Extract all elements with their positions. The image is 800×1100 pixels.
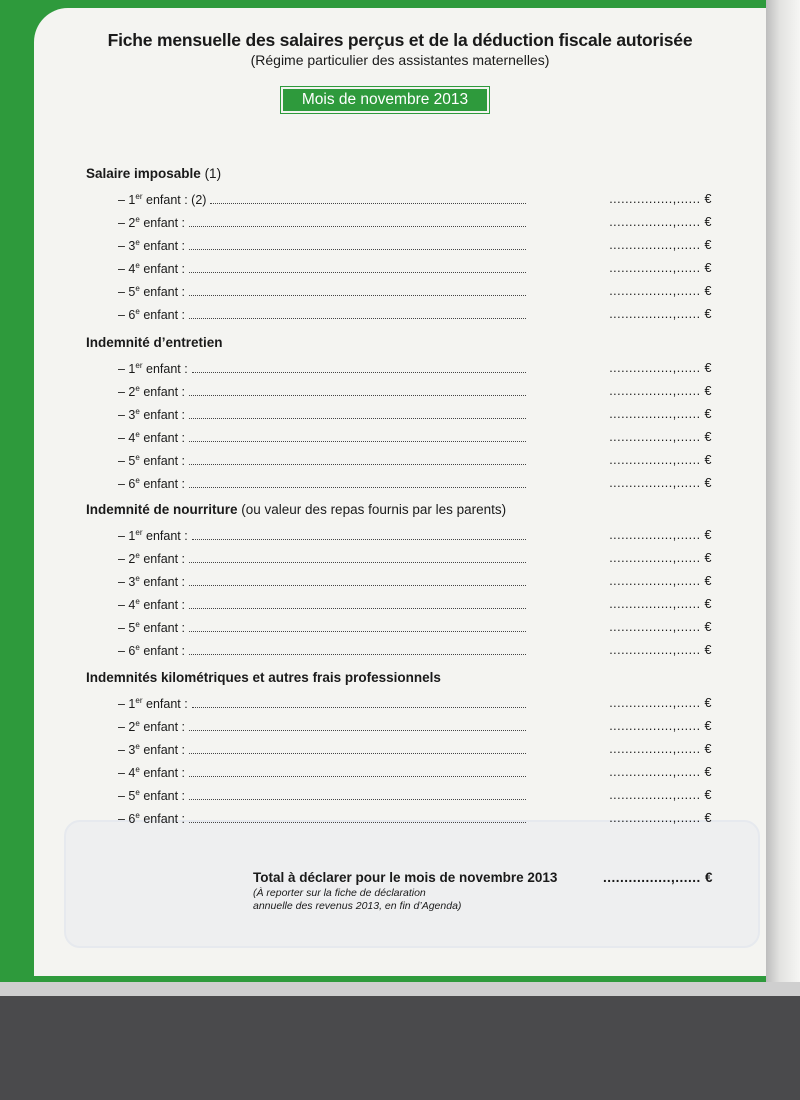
child-row-label: – 3e enfant : bbox=[118, 238, 186, 254]
dotted-leader bbox=[189, 585, 526, 586]
section-title-text: Indemnité d’entretien bbox=[86, 335, 223, 350]
dotted-leader bbox=[189, 487, 526, 488]
dotted-leader bbox=[210, 203, 526, 204]
amount-field[interactable]: ................,...... € bbox=[609, 238, 712, 252]
child-row-label: – 1er enfant : (2) bbox=[118, 192, 207, 208]
child-row-label: – 3e enfant : bbox=[118, 742, 186, 758]
amount-field[interactable]: ................,...... € bbox=[609, 574, 712, 588]
child-row-label: – 3e enfant : bbox=[118, 574, 186, 590]
dotted-leader bbox=[192, 539, 526, 540]
child-row bbox=[118, 476, 712, 492]
child-row-label: – 6e enfant : bbox=[118, 307, 186, 323]
dotted-leader bbox=[189, 295, 526, 296]
dotted-leader bbox=[192, 372, 526, 373]
form-subtitle: (Régime particulier des assistantes maternelles) bbox=[250, 52, 550, 68]
child-row-label: – 6e enfant : bbox=[118, 476, 186, 492]
amount-field[interactable]: ................,...... € bbox=[609, 284, 712, 298]
amount-field[interactable]: ................,...... € bbox=[609, 811, 712, 825]
amount-field[interactable]: ................,...... € bbox=[609, 384, 712, 398]
section-title bbox=[86, 670, 441, 685]
dotted-leader bbox=[189, 753, 526, 754]
child-row bbox=[118, 765, 712, 781]
child-row-label: – 4e enfant : bbox=[118, 597, 186, 613]
amount-field[interactable]: ................,...... € bbox=[609, 788, 712, 802]
child-row bbox=[118, 361, 712, 377]
child-row bbox=[118, 407, 712, 423]
amount-field[interactable]: ................,...... € bbox=[609, 407, 712, 421]
child-row-label: – 5e enfant : bbox=[118, 453, 186, 469]
total-note-line: annuelle des revenus 2013, en fin d’Agenda) bbox=[253, 900, 462, 912]
child-row bbox=[118, 307, 712, 323]
dotted-leader bbox=[189, 608, 526, 609]
child-row bbox=[118, 192, 712, 208]
child-row bbox=[118, 620, 712, 636]
child-row bbox=[118, 238, 712, 254]
dotted-leader bbox=[189, 318, 526, 319]
page-bottom-edge bbox=[0, 982, 800, 996]
dotted-leader bbox=[189, 822, 526, 823]
total-label: Total à déclarer pour le mois de novembre 2013 bbox=[253, 870, 558, 885]
amount-field[interactable]: ................,...... € bbox=[609, 453, 712, 467]
amount-field[interactable]: ................,...... € bbox=[609, 307, 712, 321]
dotted-leader bbox=[189, 654, 526, 655]
child-row bbox=[118, 574, 712, 590]
amount-field[interactable]: ................,...... € bbox=[609, 361, 712, 375]
child-row-label: – 1er enfant : bbox=[118, 696, 188, 712]
section-title-text: Indemnités kilométriques et autres frais professionnels bbox=[86, 670, 441, 685]
section-title-text: Salaire imposable bbox=[86, 166, 201, 181]
total-note bbox=[253, 887, 713, 913]
month-banner bbox=[280, 86, 490, 114]
dotted-leader bbox=[189, 799, 526, 800]
child-row-label: – 3e enfant : bbox=[118, 407, 186, 423]
total-note-line: (À reporter sur la fiche de déclaration bbox=[253, 887, 426, 899]
form-header bbox=[34, 30, 766, 68]
dotted-leader bbox=[189, 730, 526, 731]
form-title: Fiche mensuelle des salaires perçus et de la déduction fiscale autorisée bbox=[107, 30, 693, 50]
amount-field[interactable]: ................,...... € bbox=[609, 476, 712, 490]
amount-field[interactable]: ................,...... € bbox=[609, 742, 712, 756]
amount-field[interactable]: ................,...... € bbox=[609, 765, 712, 779]
child-row-label: – 5e enfant : bbox=[118, 284, 186, 300]
dotted-leader bbox=[189, 464, 526, 465]
child-row-label: – 1er enfant : bbox=[118, 528, 188, 544]
child-row bbox=[118, 788, 712, 804]
dotted-leader bbox=[189, 562, 526, 563]
section-title-note: (ou valeur des repas fournis par les parents) bbox=[237, 502, 507, 517]
amount-field[interactable]: ................,...... € bbox=[609, 261, 712, 275]
amount-field[interactable]: ................,...... € bbox=[609, 696, 712, 710]
child-row bbox=[118, 528, 712, 544]
dotted-leader bbox=[189, 395, 526, 396]
child-row bbox=[118, 384, 712, 400]
section-title-text: Indemnité de nourriture bbox=[86, 502, 238, 517]
section-title bbox=[86, 335, 223, 350]
amount-field[interactable]: ................,...... € bbox=[609, 597, 712, 611]
child-row-label: – 2e enfant : bbox=[118, 551, 186, 567]
amount-field[interactable]: ................,...... € bbox=[609, 192, 712, 206]
child-row bbox=[118, 597, 712, 613]
child-row bbox=[118, 453, 712, 469]
dotted-leader bbox=[189, 776, 526, 777]
month-label: Mois de novembre 2013 bbox=[283, 89, 487, 111]
child-row-label: – 4e enfant : bbox=[118, 765, 186, 781]
child-row bbox=[118, 551, 712, 567]
child-row bbox=[118, 261, 712, 277]
child-row-label: – 2e enfant : bbox=[118, 384, 186, 400]
child-row bbox=[118, 430, 712, 446]
total-block bbox=[253, 870, 713, 913]
amount-field[interactable]: ................,...... € bbox=[609, 643, 712, 657]
child-row-label: – 5e enfant : bbox=[118, 620, 186, 636]
child-row-label: – 4e enfant : bbox=[118, 430, 186, 446]
dotted-leader bbox=[189, 226, 526, 227]
amount-field[interactable]: ................,...... € bbox=[609, 551, 712, 565]
child-row bbox=[118, 742, 712, 758]
child-row bbox=[118, 215, 712, 231]
dotted-leader bbox=[189, 418, 526, 419]
amount-field[interactable]: ................,...... € bbox=[609, 719, 712, 733]
child-row bbox=[118, 284, 712, 300]
amount-field[interactable]: ................,...... € bbox=[609, 215, 712, 229]
child-row bbox=[118, 696, 712, 712]
dotted-leader bbox=[189, 272, 526, 273]
child-row-label: – 5e enfant : bbox=[118, 788, 186, 804]
child-row bbox=[118, 643, 712, 659]
child-row-label: – 2e enfant : bbox=[118, 215, 186, 231]
page-edge bbox=[766, 0, 800, 982]
dotted-leader bbox=[189, 441, 526, 442]
child-row-label: – 1er enfant : bbox=[118, 361, 188, 377]
child-row bbox=[118, 811, 712, 827]
section-title bbox=[86, 502, 506, 517]
dotted-leader bbox=[192, 707, 526, 708]
child-row-label: – 4e enfant : bbox=[118, 261, 186, 277]
child-row-label: – 6e enfant : bbox=[118, 811, 186, 827]
amount-field[interactable]: ................,...... € bbox=[609, 528, 712, 542]
dotted-leader bbox=[189, 631, 526, 632]
section-title bbox=[86, 166, 221, 181]
child-row-label: – 2e enfant : bbox=[118, 719, 186, 735]
section-title-note: (1) bbox=[200, 166, 222, 181]
total-amount-field[interactable]: ................,...... € bbox=[602, 870, 713, 885]
amount-field[interactable]: ................,...... € bbox=[609, 620, 712, 634]
dotted-leader bbox=[189, 249, 526, 250]
child-row-label: – 6e enfant : bbox=[118, 643, 186, 659]
child-row bbox=[118, 719, 712, 735]
amount-field[interactable]: ................,...... € bbox=[609, 430, 712, 444]
